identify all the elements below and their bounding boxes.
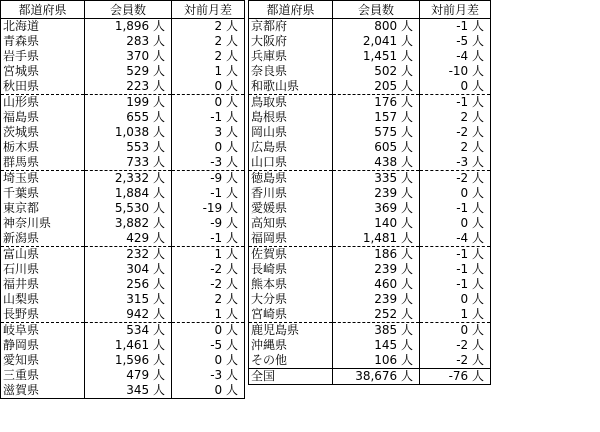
member-count-cell: 176 人 — [333, 95, 420, 111]
table-row — [249, 323, 491, 339]
member-count-cell: 304 人 — [85, 262, 172, 277]
table-row — [1, 277, 245, 292]
prefecture-cell: 岡山県 — [249, 125, 333, 140]
member-count-cell: 370 人 — [85, 49, 172, 64]
diff-cell: 0 人 — [172, 95, 245, 111]
member-count-cell: 438 人 — [333, 155, 420, 171]
member-count-cell: 256 人 — [85, 277, 172, 292]
table-row — [1, 307, 245, 323]
diff-cell: -2 人 — [420, 338, 491, 353]
prefecture-cell: 京都府 — [249, 19, 333, 35]
table-row — [249, 231, 491, 247]
diff-cell: -1 人 — [420, 95, 491, 111]
diff-cell: 2 人 — [172, 19, 245, 35]
header-diff: 対前月差 — [172, 1, 245, 19]
member-count-cell: 3,882 人 — [85, 216, 172, 231]
table-row — [1, 323, 245, 339]
prefecture-cell: 富山県 — [1, 247, 85, 263]
header-prefecture: 都道府県 — [249, 1, 333, 19]
member-count-cell: 145 人 — [333, 338, 420, 353]
prefecture-cell: 福岡県 — [249, 231, 333, 247]
member-count-cell: 942 人 — [85, 307, 172, 323]
table-row — [1, 292, 245, 307]
header-members: 会員数 — [333, 1, 420, 19]
diff-cell: 0 人 — [420, 323, 491, 339]
diff-cell: 0 人 — [420, 216, 491, 231]
header-row — [1, 1, 245, 19]
prefecture-cell: 長野県 — [1, 307, 85, 323]
prefecture-cell: 滋賀県 — [1, 383, 85, 399]
member-count-cell: 1,896 人 — [85, 19, 172, 35]
prefecture-cell: 東京都 — [1, 201, 85, 216]
header-members: 会員数 — [85, 1, 172, 19]
prefecture-cell: 山梨県 — [1, 292, 85, 307]
header-row — [249, 1, 491, 19]
left-table-body — [1, 19, 245, 399]
member-count-cell: 655 人 — [85, 110, 172, 125]
table-row — [1, 110, 245, 125]
prefecture-cell: 福井県 — [1, 277, 85, 292]
table-row — [249, 247, 491, 263]
table-row — [1, 262, 245, 277]
member-count-cell: 2,332 人 — [85, 171, 172, 187]
diff-cell: -2 人 — [420, 171, 491, 187]
prefecture-cell: 徳島県 — [249, 171, 333, 187]
table-row — [249, 353, 491, 369]
table-row — [1, 231, 245, 247]
diff-cell: 2 人 — [172, 49, 245, 64]
prefecture-cell: 石川県 — [1, 262, 85, 277]
member-count-cell: 733 人 — [85, 155, 172, 171]
table-row — [1, 140, 245, 155]
prefecture-cell: 香川県 — [249, 186, 333, 201]
total-label: 全国 — [249, 369, 333, 385]
member-count-cell: 575 人 — [333, 125, 420, 140]
table-row — [1, 79, 245, 95]
prefecture-cell: 秋田県 — [1, 79, 85, 95]
member-count-cell: 502 人 — [333, 64, 420, 79]
table-row — [1, 19, 245, 35]
diff-cell: -1 人 — [420, 19, 491, 35]
table-row — [249, 49, 491, 64]
member-count-cell: 429 人 — [85, 231, 172, 247]
member-count-cell: 605 人 — [333, 140, 420, 155]
total-members: 38,676 人 — [333, 369, 420, 385]
prefecture-cell: 青森県 — [1, 34, 85, 49]
prefecture-cell: 神奈川県 — [1, 216, 85, 231]
diff-cell: 0 人 — [420, 292, 491, 307]
member-count-cell: 283 人 — [85, 34, 172, 49]
member-count-cell: 529 人 — [85, 64, 172, 79]
prefecture-cell: 大分県 — [249, 292, 333, 307]
diff-cell: 0 人 — [172, 323, 245, 339]
prefecture-cell: 広島県 — [249, 140, 333, 155]
prefecture-cell: 群馬県 — [1, 155, 85, 171]
table-row — [1, 201, 245, 216]
member-count-cell: 1,451 人 — [333, 49, 420, 64]
prefecture-cell: 佐賀県 — [249, 247, 333, 263]
member-count-cell: 1,038 人 — [85, 125, 172, 140]
total-diff: -76 人 — [420, 369, 491, 385]
member-count-cell: 5,530 人 — [85, 201, 172, 216]
table-row — [249, 216, 491, 231]
prefecture-cell: 埼玉県 — [1, 171, 85, 187]
diff-cell: -4 人 — [420, 49, 491, 64]
table-row — [249, 110, 491, 125]
diff-cell: 1 人 — [420, 307, 491, 323]
prefecture-cell: 長崎県 — [249, 262, 333, 277]
member-count-cell: 157 人 — [333, 110, 420, 125]
diff-cell: 1 人 — [172, 247, 245, 263]
member-count-cell: 1,596 人 — [85, 353, 172, 368]
table-row — [249, 79, 491, 95]
diff-cell: 0 人 — [420, 186, 491, 201]
header-prefecture: 都道府県 — [1, 1, 85, 19]
header-diff: 対前月差 — [420, 1, 491, 19]
table-row — [1, 186, 245, 201]
diff-cell: -2 人 — [172, 262, 245, 277]
table-row — [249, 19, 491, 35]
table-row — [1, 353, 245, 368]
prefecture-cell: 沖縄県 — [249, 338, 333, 353]
prefecture-cell: 鹿児島県 — [249, 323, 333, 339]
diff-cell: -1 人 — [172, 231, 245, 247]
table-row — [1, 368, 245, 383]
prefecture-cell: 宮城県 — [1, 64, 85, 79]
diff-cell: -9 人 — [172, 216, 245, 231]
prefecture-cell: 愛媛県 — [249, 201, 333, 216]
right-table-body — [249, 19, 491, 385]
table-row — [1, 64, 245, 79]
diff-cell: 1 人 — [172, 307, 245, 323]
diff-cell: -1 人 — [172, 186, 245, 201]
diff-cell: -2 人 — [172, 277, 245, 292]
table-row — [249, 307, 491, 323]
table-row — [249, 277, 491, 292]
diff-cell: -5 人 — [172, 338, 245, 353]
member-count-cell: 186 人 — [333, 247, 420, 263]
prefecture-cell: 栃木県 — [1, 140, 85, 155]
table-row — [249, 262, 491, 277]
prefecture-cell: 山口県 — [249, 155, 333, 171]
table-row — [1, 95, 245, 111]
table-row — [1, 338, 245, 353]
diff-cell: -10 人 — [420, 64, 491, 79]
diff-cell: -4 人 — [420, 231, 491, 247]
diff-cell: 2 人 — [172, 292, 245, 307]
prefecture-cell: 茨城県 — [1, 125, 85, 140]
member-count-cell: 239 人 — [333, 262, 420, 277]
diff-cell: -9 人 — [172, 171, 245, 187]
diff-cell: -3 人 — [420, 155, 491, 171]
member-count-cell: 553 人 — [85, 140, 172, 155]
diff-cell: 2 人 — [172, 34, 245, 49]
member-count-cell: 223 人 — [85, 79, 172, 95]
member-count-cell: 199 人 — [85, 95, 172, 111]
prefecture-cell: 岐阜県 — [1, 323, 85, 339]
table-row — [249, 125, 491, 140]
diff-cell: -5 人 — [420, 34, 491, 49]
diff-cell: 0 人 — [172, 353, 245, 368]
diff-cell: 2 人 — [420, 110, 491, 125]
prefecture-cell: 福島県 — [1, 110, 85, 125]
diff-cell: 0 人 — [172, 79, 245, 95]
diff-cell: -1 人 — [420, 247, 491, 263]
diff-cell: 3 人 — [172, 125, 245, 140]
prefecture-cell: 鳥取県 — [249, 95, 333, 111]
member-count-cell: 1,884 人 — [85, 186, 172, 201]
table-row — [1, 125, 245, 140]
table-row — [249, 171, 491, 187]
member-count-cell: 369 人 — [333, 201, 420, 216]
diff-cell: -1 人 — [420, 277, 491, 292]
prefecture-cell: 静岡県 — [1, 338, 85, 353]
table-row — [249, 140, 491, 155]
table-row — [1, 155, 245, 171]
table-row — [1, 247, 245, 263]
prefecture-cell: 熊本県 — [249, 277, 333, 292]
member-count-cell: 1,481 人 — [333, 231, 420, 247]
table-row — [1, 34, 245, 49]
member-count-cell: 1,461 人 — [85, 338, 172, 353]
member-count-cell: 335 人 — [333, 171, 420, 187]
diff-cell: -1 人 — [420, 201, 491, 216]
member-count-cell: 479 人 — [85, 368, 172, 383]
member-count-cell: 232 人 — [85, 247, 172, 263]
member-count-cell: 252 人 — [333, 307, 420, 323]
member-count-cell: 140 人 — [333, 216, 420, 231]
member-count-cell: 315 人 — [85, 292, 172, 307]
diff-cell: -1 人 — [420, 262, 491, 277]
prefecture-cell: 宮崎県 — [249, 307, 333, 323]
membership-table-right — [248, 0, 491, 385]
diff-cell: 0 人 — [420, 79, 491, 95]
prefecture-cell: 高知県 — [249, 216, 333, 231]
prefecture-cell: 和歌山県 — [249, 79, 333, 95]
total-row — [249, 369, 491, 385]
table-row — [249, 201, 491, 216]
membership-table-left — [0, 0, 245, 399]
prefecture-cell: 新潟県 — [1, 231, 85, 247]
table-row — [1, 49, 245, 64]
member-count-cell: 385 人 — [333, 323, 420, 339]
prefecture-cell: 愛知県 — [1, 353, 85, 368]
diff-cell: 2 人 — [420, 140, 491, 155]
member-count-cell: 800 人 — [333, 19, 420, 35]
prefecture-cell: 山形県 — [1, 95, 85, 111]
diff-cell: -1 人 — [172, 110, 245, 125]
prefecture-cell: 大阪府 — [249, 34, 333, 49]
prefecture-cell: 島根県 — [249, 110, 333, 125]
member-count-cell: 2,041 人 — [333, 34, 420, 49]
diff-cell: -19 人 — [172, 201, 245, 216]
member-count-cell: 460 人 — [333, 277, 420, 292]
diff-cell: 1 人 — [172, 64, 245, 79]
table-row — [1, 216, 245, 231]
member-count-cell: 205 人 — [333, 79, 420, 95]
prefecture-cell: 三重県 — [1, 368, 85, 383]
diff-cell: -2 人 — [420, 125, 491, 140]
prefecture-cell: 兵庫県 — [249, 49, 333, 64]
member-count-cell: 239 人 — [333, 292, 420, 307]
diff-cell: 0 人 — [172, 383, 245, 399]
table-row — [249, 292, 491, 307]
table-row — [249, 34, 491, 49]
table-row — [249, 64, 491, 79]
table-row — [1, 383, 245, 399]
table-row — [249, 155, 491, 171]
table-row — [1, 171, 245, 187]
diff-cell: -3 人 — [172, 368, 245, 383]
table-row — [249, 338, 491, 353]
prefecture-cell: その他 — [249, 353, 333, 369]
member-count-cell: 239 人 — [333, 186, 420, 201]
table-row — [249, 186, 491, 201]
prefecture-cell: 岩手県 — [1, 49, 85, 64]
table-row — [249, 95, 491, 111]
diff-cell: 0 人 — [172, 140, 245, 155]
diff-cell: -3 人 — [172, 155, 245, 171]
prefecture-cell: 千葉県 — [1, 186, 85, 201]
prefecture-cell: 北海道 — [1, 19, 85, 35]
member-count-cell: 106 人 — [333, 353, 420, 369]
prefecture-cell: 奈良県 — [249, 64, 333, 79]
member-count-cell: 345 人 — [85, 383, 172, 399]
diff-cell: -2 人 — [420, 353, 491, 369]
member-count-cell: 534 人 — [85, 323, 172, 339]
